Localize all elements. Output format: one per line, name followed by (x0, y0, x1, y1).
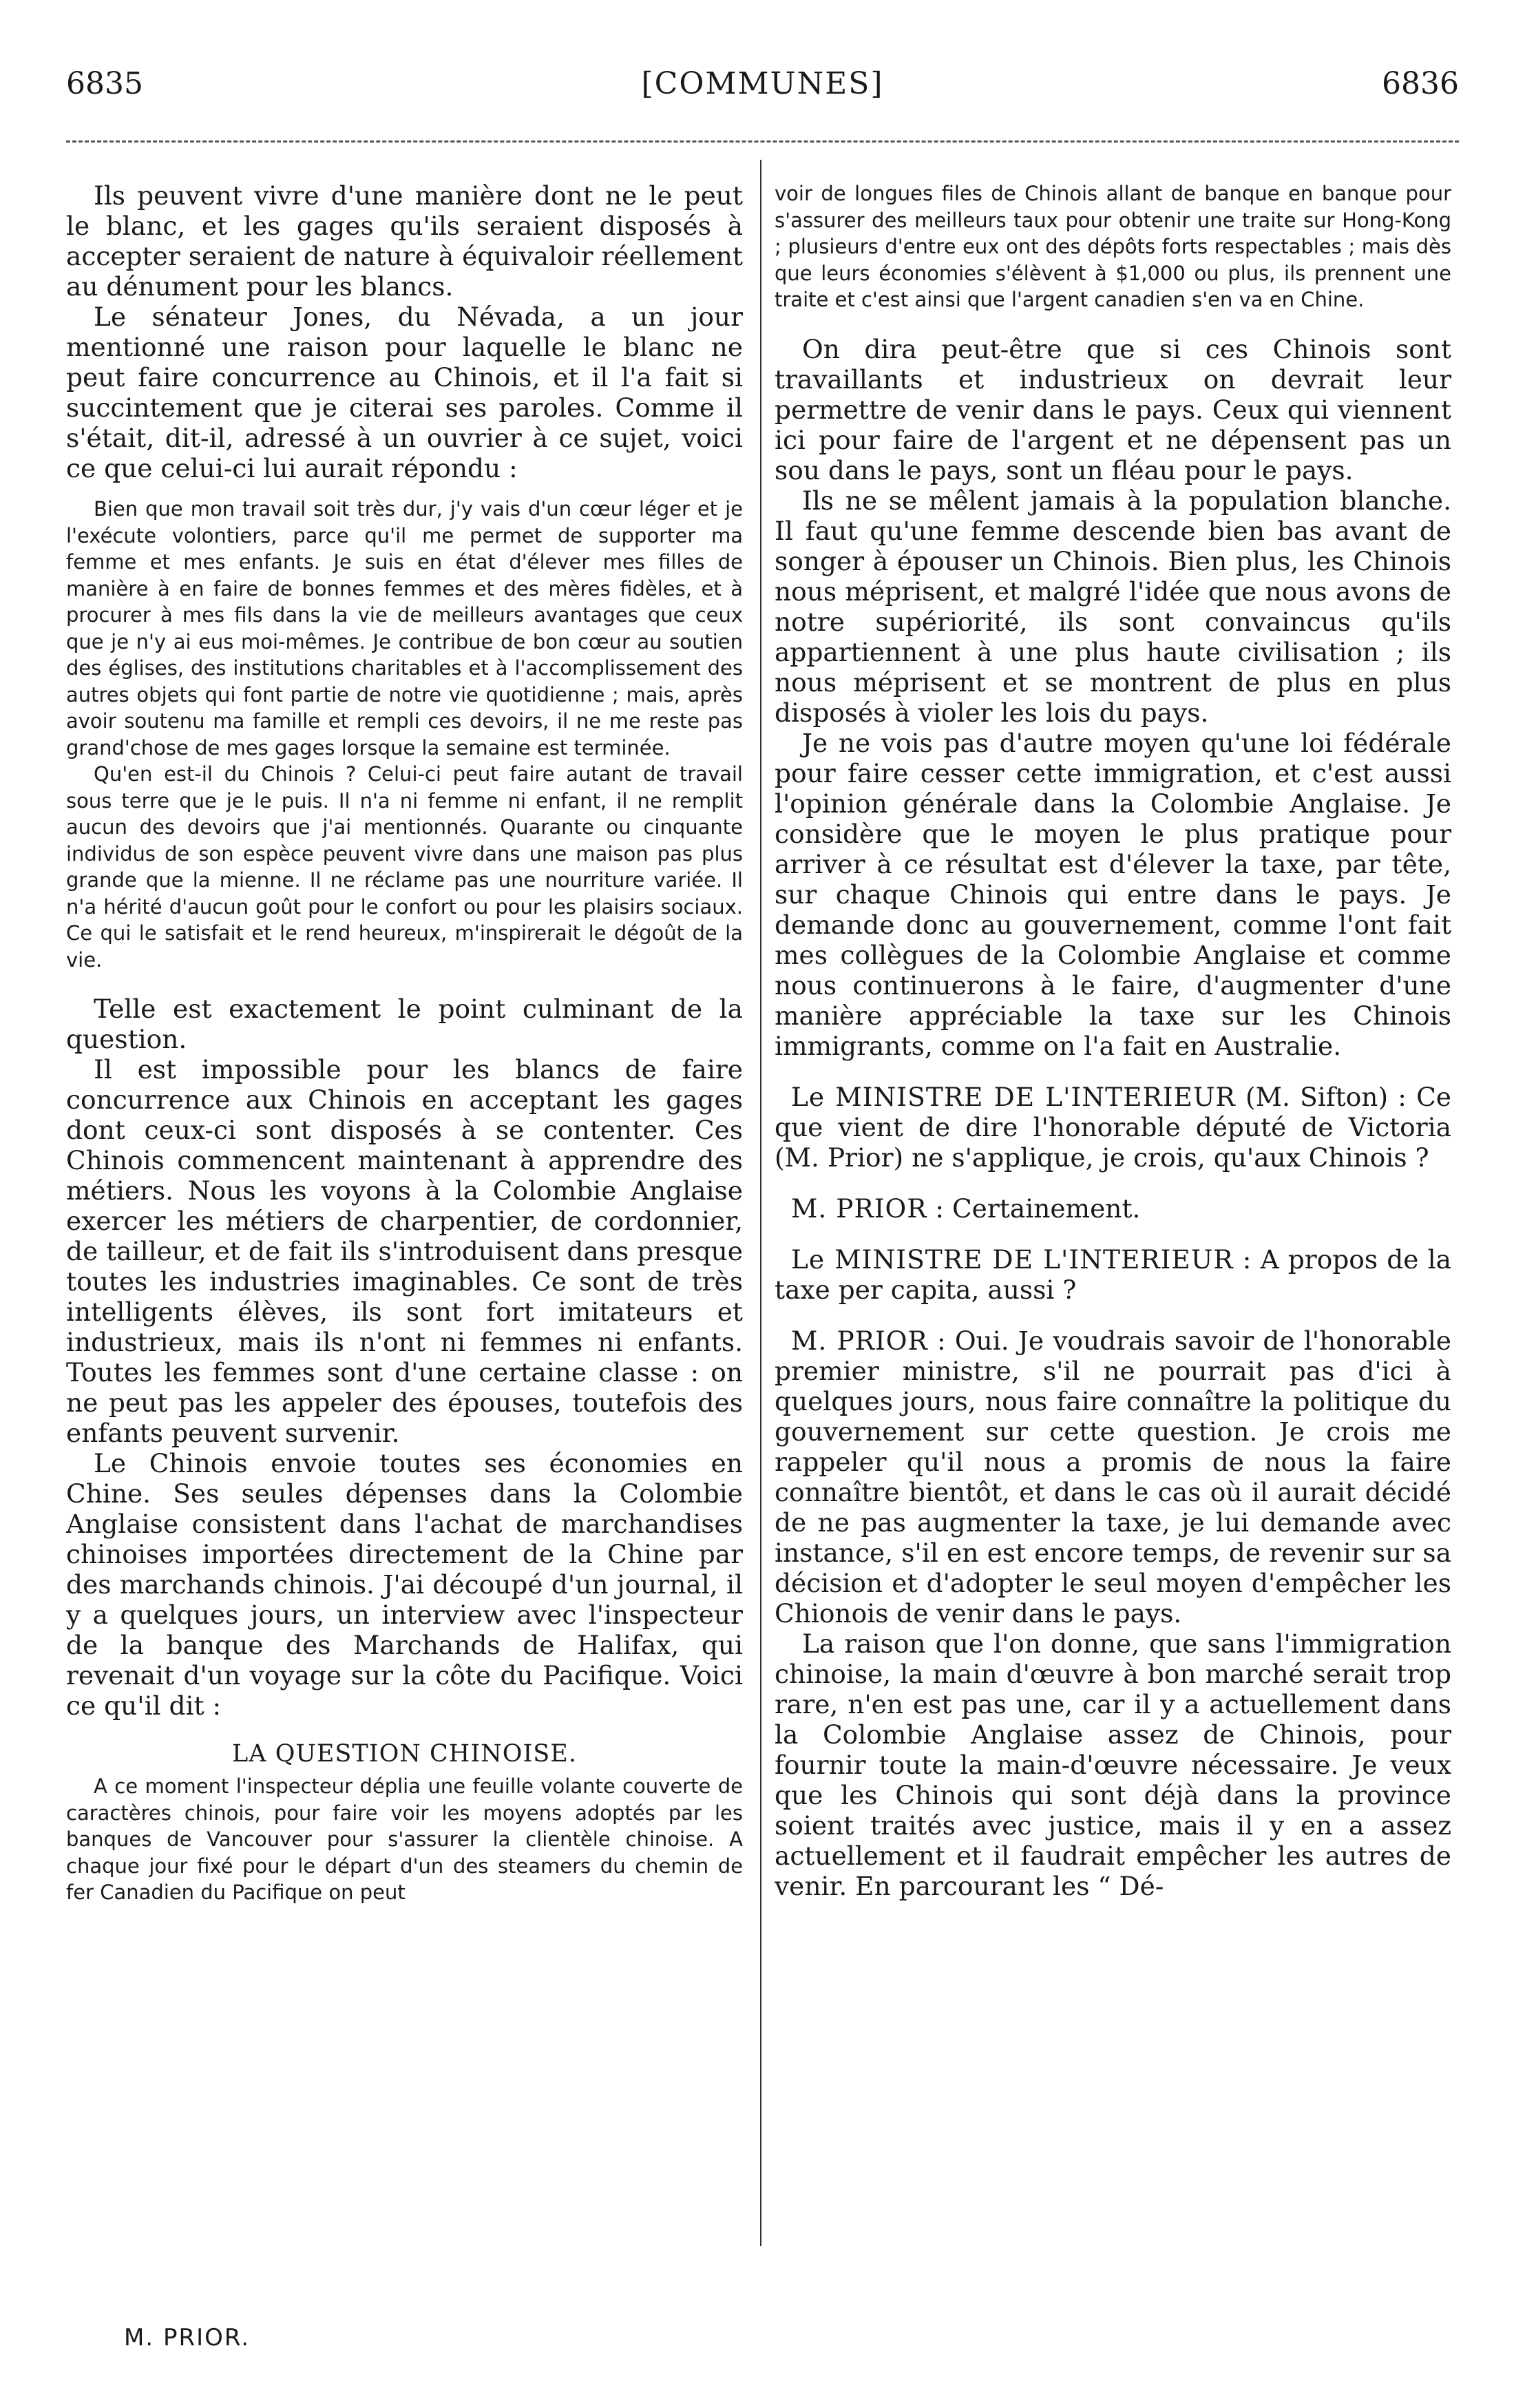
speech-prior-2 (775, 1326, 1451, 1629)
left-column (66, 180, 743, 1906)
block-quote: A ce moment l'inspecteur déplia une feuille volante couverte de caractères chinois, pour faire voir les moyens adoptés par les banques de Vancouver pour s'assurer la clientèle chinoise. A chaque jour fixé pour le départ d'un des steamers du chemin de fer Canadien du Pacifique on peut (66, 1774, 743, 1904)
block-quote: Bien que mon travail soit très dur, j'y vais d'un cœur léger et je l'exécute volontiers, parce qu'il me permet de supporter ma femme et mes enfants. Je suis en état d'élever mes filles de manière à en faire de bonnes femmes et des mères fidèles, et à procurer à mes fils dans la vie de meilleurs avantages que ceux que je n'y ai eus moi-mêmes. Je contribue de bon cœur au soutien des églises, des institutions charitables et à l'accomplissement des autres objets qui font partie de notre vie quotidienne ; mais, après avoir soutenu ma famille et rempli ces devoirs, il ne me reste pas grand'chose de mes gages lorsque la semaine est terminée. (66, 497, 743, 760)
page-header (66, 66, 1459, 107)
speech-text: : Oui. Je voudrais savoir de l'honorable premier ministre, s'il ne pourrait pas d'ici à quelques jours, nous faire connaître la politique du gouvernement sur cette question. Je crois me rappeler qu'il nous a promis de nous la faire connaître bientôt, et dans le cas où il aurait décidé de ne pas augmenter la taxe, je lui demande avec instance, s'il en est encore temps, de revenir sur sa décision et d'adopter le seul moyen d'empêcher les Chionois de venir dans le pays. (775, 1325, 1451, 1629)
speech-text: (M. Sifton) : Ce que vient de dire l'honorable député de Victoria (M. Prior) ne s'applique, je crois, qu'aux Chinois ? (775, 1081, 1452, 1173)
speech-minister-1 (775, 1082, 1451, 1173)
paragraph: Ils peuvent vivre d'une manière dont ne le peut le blanc, et les gages qu'ils seraient disposés à accepter seraient de nature à équivaloir réellement au dénument pour les blancs. (66, 180, 743, 302)
section-subheading: LA QUESTION CHINOISE. (232, 1740, 577, 1768)
paragraph: Il est impossible pour les blancs de faire concurrence aux Chinois en acceptant les gages dont ceux-ci sont disposés à se contenter. Ces Chinois commencent maintenant à apprendre des métiers. Nous les voyons à la Colombie Anglaise exercer les métiers de charpentier, de cordonnier, de tailleur, et de fait ils s'introduisent dans presque toutes les industries imaginables. Ce sont de très intelligents élèves, ils sont fort imitateurs et industrieux, mais ils n'ont ni femmes ni enfants. Toutes les femmes sont d'une certaine classe : on ne peut pas les appeler des épouses, toutefois des enfants peuvent survenir. (66, 1054, 743, 1448)
speech-text: : Certainement. (927, 1193, 1141, 1224)
speaker-name: Le MINISTRE DE L'INTERIEUR (791, 1244, 1234, 1275)
paragraph: Le sénateur Jones, du Névada, a un jour mentionné une raison pour laquelle le blanc ne peut faire concurrence au Chinois, et il l'a fait si succintement que je citerai ses paroles. Comme il s'était, dit-il, adressé à un ouvrier à ce sujet, voici ce que celui-ci lui aurait répondu : (66, 302, 743, 483)
speech-prior-1 (775, 1193, 1451, 1224)
page-number-left: 6835 (66, 66, 143, 101)
paragraph: Telle est exactement le point culminant de la question. (66, 994, 743, 1054)
speaker-name: Le MINISTRE DE L'INTERIEUR (791, 1081, 1236, 1112)
footer-speaker: M. PRIOR. (124, 2324, 251, 2352)
block-quote: voir de longues files de Chinois allant de banque en banque pour s'assurer des meilleurs taux pour obtenir une traite sur Hong-Kong ; plusieurs d'entre eux ont des dépôts forts respectables ; mais dès que leurs économies s'élèvent à $1,000 ou plus, ils prennent une traite et c'est ainsi que l'argent canadien s'en va en Chine. (775, 182, 1451, 311)
right-column (775, 180, 1451, 1901)
paragraph: On dira peut-être que si ces Chinois sont travaillants et industrieux on devrait leur permettre de venir dans le pays. Ceux qui viennent ici pour faire de l'argent et ne dépensent pas un sou dans le pays, sont un fléau pour le pays. (775, 333, 1451, 485)
column-divider (760, 160, 761, 2246)
paragraph: Je ne vois pas d'autre moyen qu'une loi fédérale pour faire cesser cette immigration, et c'est aussi l'opinion générale dans la Colombie Anglaise. Je considère que le moyen le plus pratique pour arriver à ce résultat est d'élever la taxe, par tête, sur chaque Chinois qui entre dans le pays. Je demande donc au gouvernement, comme l'ont fait mes collègues de la Colombie Anglaise et comme nous continuerons à le faire, d'augmenter d'une manière appréciable la taxe sur les Chinois immigrants, comme on l'a fait en Australie. (775, 727, 1451, 1061)
header-rule (66, 140, 1459, 143)
paragraph: Ils ne se mêlent jamais à la population blanche. Il faut qu'une femme descende bien bas avant de songer à épouser un Chinois. Bien plus, les Chinois nous méprisent, et malgré l'idée que nous avons de notre supériorité, ils sont convaincus qu'ils appartiennent à une plus haute civilisation ; ils nous méprisent et se montrent de plus en plus disposés à violer les lois du pays. (775, 485, 1451, 728)
paragraph: La raison que l'on donne, que sans l'immigration chinoise, la main d'œuvre à bon marché serait trop rare, n'en est pas une, car il y a actuellement dans la Colombie Anglaise assez de Chinois, pour fournir toute la main-d'œuvre nécessaire. Je veux que les Chinois qui sont déjà dans la province soient traités avec justice, mais il y en a assez actuellement et il faudrait empêcher les autres de venir. En parcourant les “ Dé- (775, 1628, 1451, 1901)
speech-text: : A propos de la taxe per capita, aussi ? (775, 1244, 1451, 1305)
paragraph: Le Chinois envoie toutes ses économies en Chine. Ses seules dépenses dans la Colombie Anglaise consistent dans l'achat de marchandises chinoises importées directement de la Chine par des marchands chinois. J'ai découpé d'un journal, il y a quelques jours, un interview avec l'inspecteur de la banque des Marchands de Halifax, qui revenait d'un voyage sur la côte du Pacifique. Voici ce qu'il dit : (66, 1448, 743, 1721)
speaker-name: M. PRIOR (791, 1193, 927, 1224)
running-head: [COMMUNES] (641, 66, 884, 101)
page-number-right: 6836 (1382, 66, 1459, 101)
speaker-name: M. PRIOR (791, 1325, 928, 1356)
speech-minister-2 (775, 1244, 1451, 1305)
block-quote: Qu'en est-il du Chinois ? Celui-ci peut faire autant de travail sous terre que je le puis. Il n'a ni femme ni enfant, il ne remplit aucun des devoirs que j'ai mentionnés. Quarante ou cinquante individus de son espèce peuvent vivre dans une maison pas plus grande que la mienne. Il ne réclame pas une nourriture variée. Il n'a hérité d'aucun goût pour le confort ou pour les plaisirs sociaux. Ce qui le satisfait et le rend heureux, m'inspirerait le dégoût de la vie. (66, 762, 743, 972)
